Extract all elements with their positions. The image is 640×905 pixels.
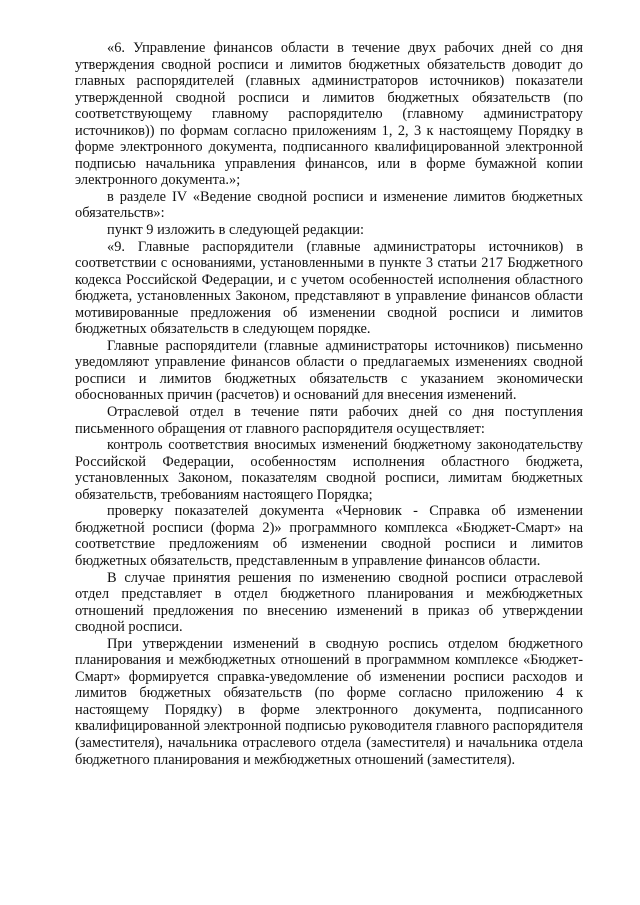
- paragraph-item-6: «6. Управление финансов области в течение двух рабочих дней со дня утверждения сводной росписи и лимитов бюджетных обязательств доводит до главных распорядителей (главных администраторов источников) показатели утвержденной сводной росписи и лимитов бюджетных обязательств (по соответствующему главному распорядителю (главному администратору источников)) по формам согласно приложениям 1, 2, 3 к настоящему Порядку в форме электронного документа, подписанного квалифицированной электронной подписью начальника управления финансов, или в форме бумажной копии электронного документа.»;: [75, 40, 583, 189]
- paragraph-section-iv-heading: в разделе IV «Ведение сводной росписи и изменение лимитов бюджетных обязательств»:: [75, 188, 583, 222]
- paragraph-sector-department: Отраслевой отдел в течение пяти рабочих дней со дня поступления письменного обращения от главного распорядителя осуществляет:: [75, 404, 583, 437]
- document-page: [75, 40, 583, 768]
- paragraph-verification: проверку показателей документа «Черновик - Справка об изменении бюджетной росписи (форма 2)» программного комплекса «Бюджет-Смарт» на соответствие предложениям об изменении сводной росписи и лимитов бюджетных обязательств, представленным в управление финансов области.: [75, 503, 583, 569]
- paragraph-approval: При утверждении изменений в сводную роспись отделом бюджетного планирования и межбюджетных отношений в программном комплексе «Бюджет-Смарт» формируется справка-уведомление об изменении росписи расходов и лимитов бюджетных обязательств (по форме согласно приложению 4 к настоящему Порядку) в форме электронного документа, подписанного квалифицированной электронной подписью руководителя главного распорядителя (заместителя), начальника отраслевого отдела (заместителя) и начальника отдела бюджетного планирования и межбюджетных отношений (заместителя).: [75, 635, 583, 768]
- paragraph-decision: В случае принятия решения по изменению сводной росписи отраслевой отдел представляет в отдел бюджетного планирования и межбюджетных отношений предложения по внесению изменений в приказ об утверждении сводной росписи.: [75, 569, 583, 636]
- paragraph-control: контроль соответствия вносимых изменений бюджетному законодательству Российской Федерации, особенностям исполнения областного бюджета, установленных Законом, показателям сводной росписи, лимитам бюджетных обязательств, требованиям настоящего Порядка;: [75, 437, 583, 503]
- paragraph-item-9: «9. Главные распорядители (главные администраторы источников) в соответствии с основаниями, установленными в пункте 3 статьи 217 Бюджетного кодекса Российской Федерации, и с учетом особенностей исполнения областного бюджета, установленных Законом, представляют в управление финансов области мотивированные предложения об изменении сводной росписи и лимитов бюджетных обязательств в следующем порядке.: [75, 238, 583, 338]
- paragraph-item-9-instruction: пункт 9 изложить в следующей редакции:: [107, 222, 364, 239]
- paragraph-notification: Главные распорядители (главные администраторы источников) письменно уведомляют управление финансов области о предлагаемых изменениях сводной росписи и лимитов бюджетных обязательств с указанием экономически обоснованных причин (расчетов) и оснований для внесения изменений.: [75, 337, 583, 404]
